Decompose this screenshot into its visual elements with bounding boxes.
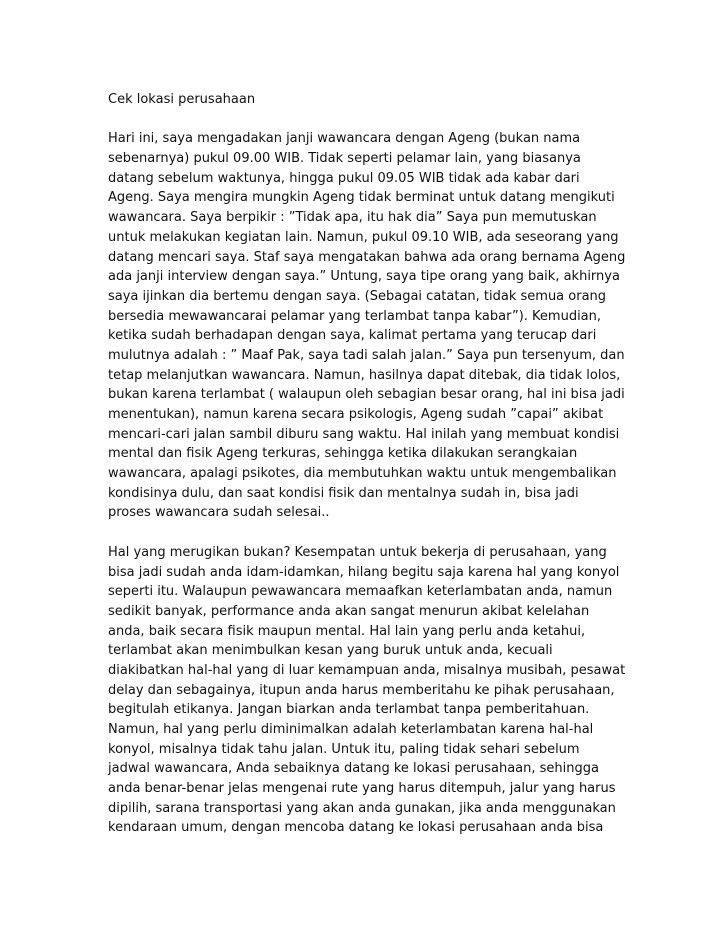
- text-line: sedikit banyak, performance anda akan sangat menurun akibat kelelahan: [108, 603, 590, 619]
- text-line: Hal yang merugikan bukan? Kesempatan untuk bekerja di perusahaan, yang: [108, 544, 607, 560]
- text-line: wawancara. Saya berpikir : ”Tidak apa, itu hak dia” Saya pun memutuskan: [108, 210, 597, 226]
- text-line: proses wawancara sudah selesai..: [108, 505, 330, 521]
- document-body: [108, 90, 628, 838]
- text-line: bukan karena terlambat ( walaupun oleh sebagian besar orang, hal ini bisa jadi: [108, 387, 625, 403]
- text-line: jadwal wawancara, Anda sebaiknya datang ke lokasi perusahaan, sehingga: [108, 761, 599, 777]
- text-line: kendaraan umum, dengan mencoba datang ke lokasi perusahaan anda bisa: [108, 820, 604, 836]
- text-line: Namun, hal yang perlu diminimalkan adalah keterlambatan karena hal-hal: [108, 722, 594, 737]
- paragraph-2: [108, 543, 628, 838]
- text-line: datang mencari saya. Staf saya mengatakan bahwa ada orang bernama Ageng: [108, 249, 626, 265]
- text-line: bisa jadi sudah anda idam-idamkan, hilang begitu saja karena hal yang konyol: [108, 564, 620, 580]
- text-line: anda, baik secara fisik maupun mental. Hal lain yang perlu anda ketahui,: [108, 623, 586, 639]
- text-line: ketika sudah berhadapan dengan saya, kalimat pertama yang terucap dari: [108, 328, 597, 344]
- text-line: Hari ini, saya mengadakan janji wawancara dengan Ageng (bukan nama: [108, 131, 581, 147]
- text-line: mencari-cari jalan sambil diburu sang waktu. Hal inilah yang membuat kondisi: [108, 426, 620, 442]
- text-line: seperti itu. Walaupun pewawancara memaafkan keterlambatan anda, namun: [108, 584, 613, 600]
- text-line: dipilih, sarana transportasi yang akan anda gunakan, jika anda menggunakan: [108, 800, 616, 816]
- text-line: wawancara, apalagi psikotes, dia membutuhkan waktu untuk mengembalikan: [108, 466, 617, 482]
- text-line: untuk melakukan kegiatan lain. Namun, pukul 09.10 WIB, ada seseorang yang: [108, 229, 619, 245]
- text-line: delay dan sebagainya, itupun anda harus memberitahu ke pihak perusahaan,: [108, 682, 615, 698]
- text-line: datang sebelum waktunya, hingga pukul 09.05 WIB tidak ada kabar dari: [108, 170, 580, 186]
- text-line: begitulah etikanya. Jangan biarkan anda terlambat tanpa pemberitahuan.: [108, 702, 590, 718]
- text-line: menentukan), namun karena secara psikologis, Ageng sudah ”capai” akibat: [108, 407, 604, 422]
- text-line: kondisinya dulu, dan saat kondisi fisik dan mentalnya sudah in, bisa jadi: [108, 485, 579, 501]
- document-heading: Cek lokasi perusahaan: [108, 92, 256, 107]
- text-line: saya ijinkan dia bertemu dengan saya. (Sebagai catatan, tidak semua orang: [108, 288, 607, 304]
- text-line: sebenarnya) pukul 09.00 WIB. Tidak seperti pelamar lain, yang biasanya: [108, 151, 581, 167]
- paragraph-1: [108, 129, 628, 523]
- text-line: anda benar-benar jelas mengenai rute yang harus ditempuh, jalur yang harus: [108, 781, 616, 797]
- text-line: ada janji interview dengan saya.” Untung, saya tipe orang yang baik, akhirnya: [108, 269, 620, 285]
- text-line: diakibatkan hal-hal yang di luar kemampuan anda, misalnya musibah, pesawat: [108, 662, 626, 678]
- text-line: mental dan fisik Ageng terkuras, sehingga ketika dilakukan serangkaian: [108, 446, 578, 462]
- text-line: konyol, misalnya tidak tahu jalan. Untuk itu, paling tidak sehari sebelum: [108, 741, 580, 757]
- text-line: bersedia mewawancarai pelamar yang terlambat tanpa kabar”). Kemudian,: [108, 308, 602, 324]
- text-line: Ageng. Saya mengira mungkin Ageng tidak berminat untuk datang mengikuti: [108, 190, 615, 206]
- text-line: mulutnya adalah : ” Maaf Pak, saya tadi salah jalan.” Saya pun tersenyum, dan: [108, 347, 625, 363]
- text-line: terlambat akan menimbulkan kesan yang buruk untuk anda, kecuali: [108, 643, 553, 659]
- text-line: tetap melanjutkan wawancara. Namun, hasilnya dapat ditebak, dia tidak lolos,: [108, 367, 621, 383]
